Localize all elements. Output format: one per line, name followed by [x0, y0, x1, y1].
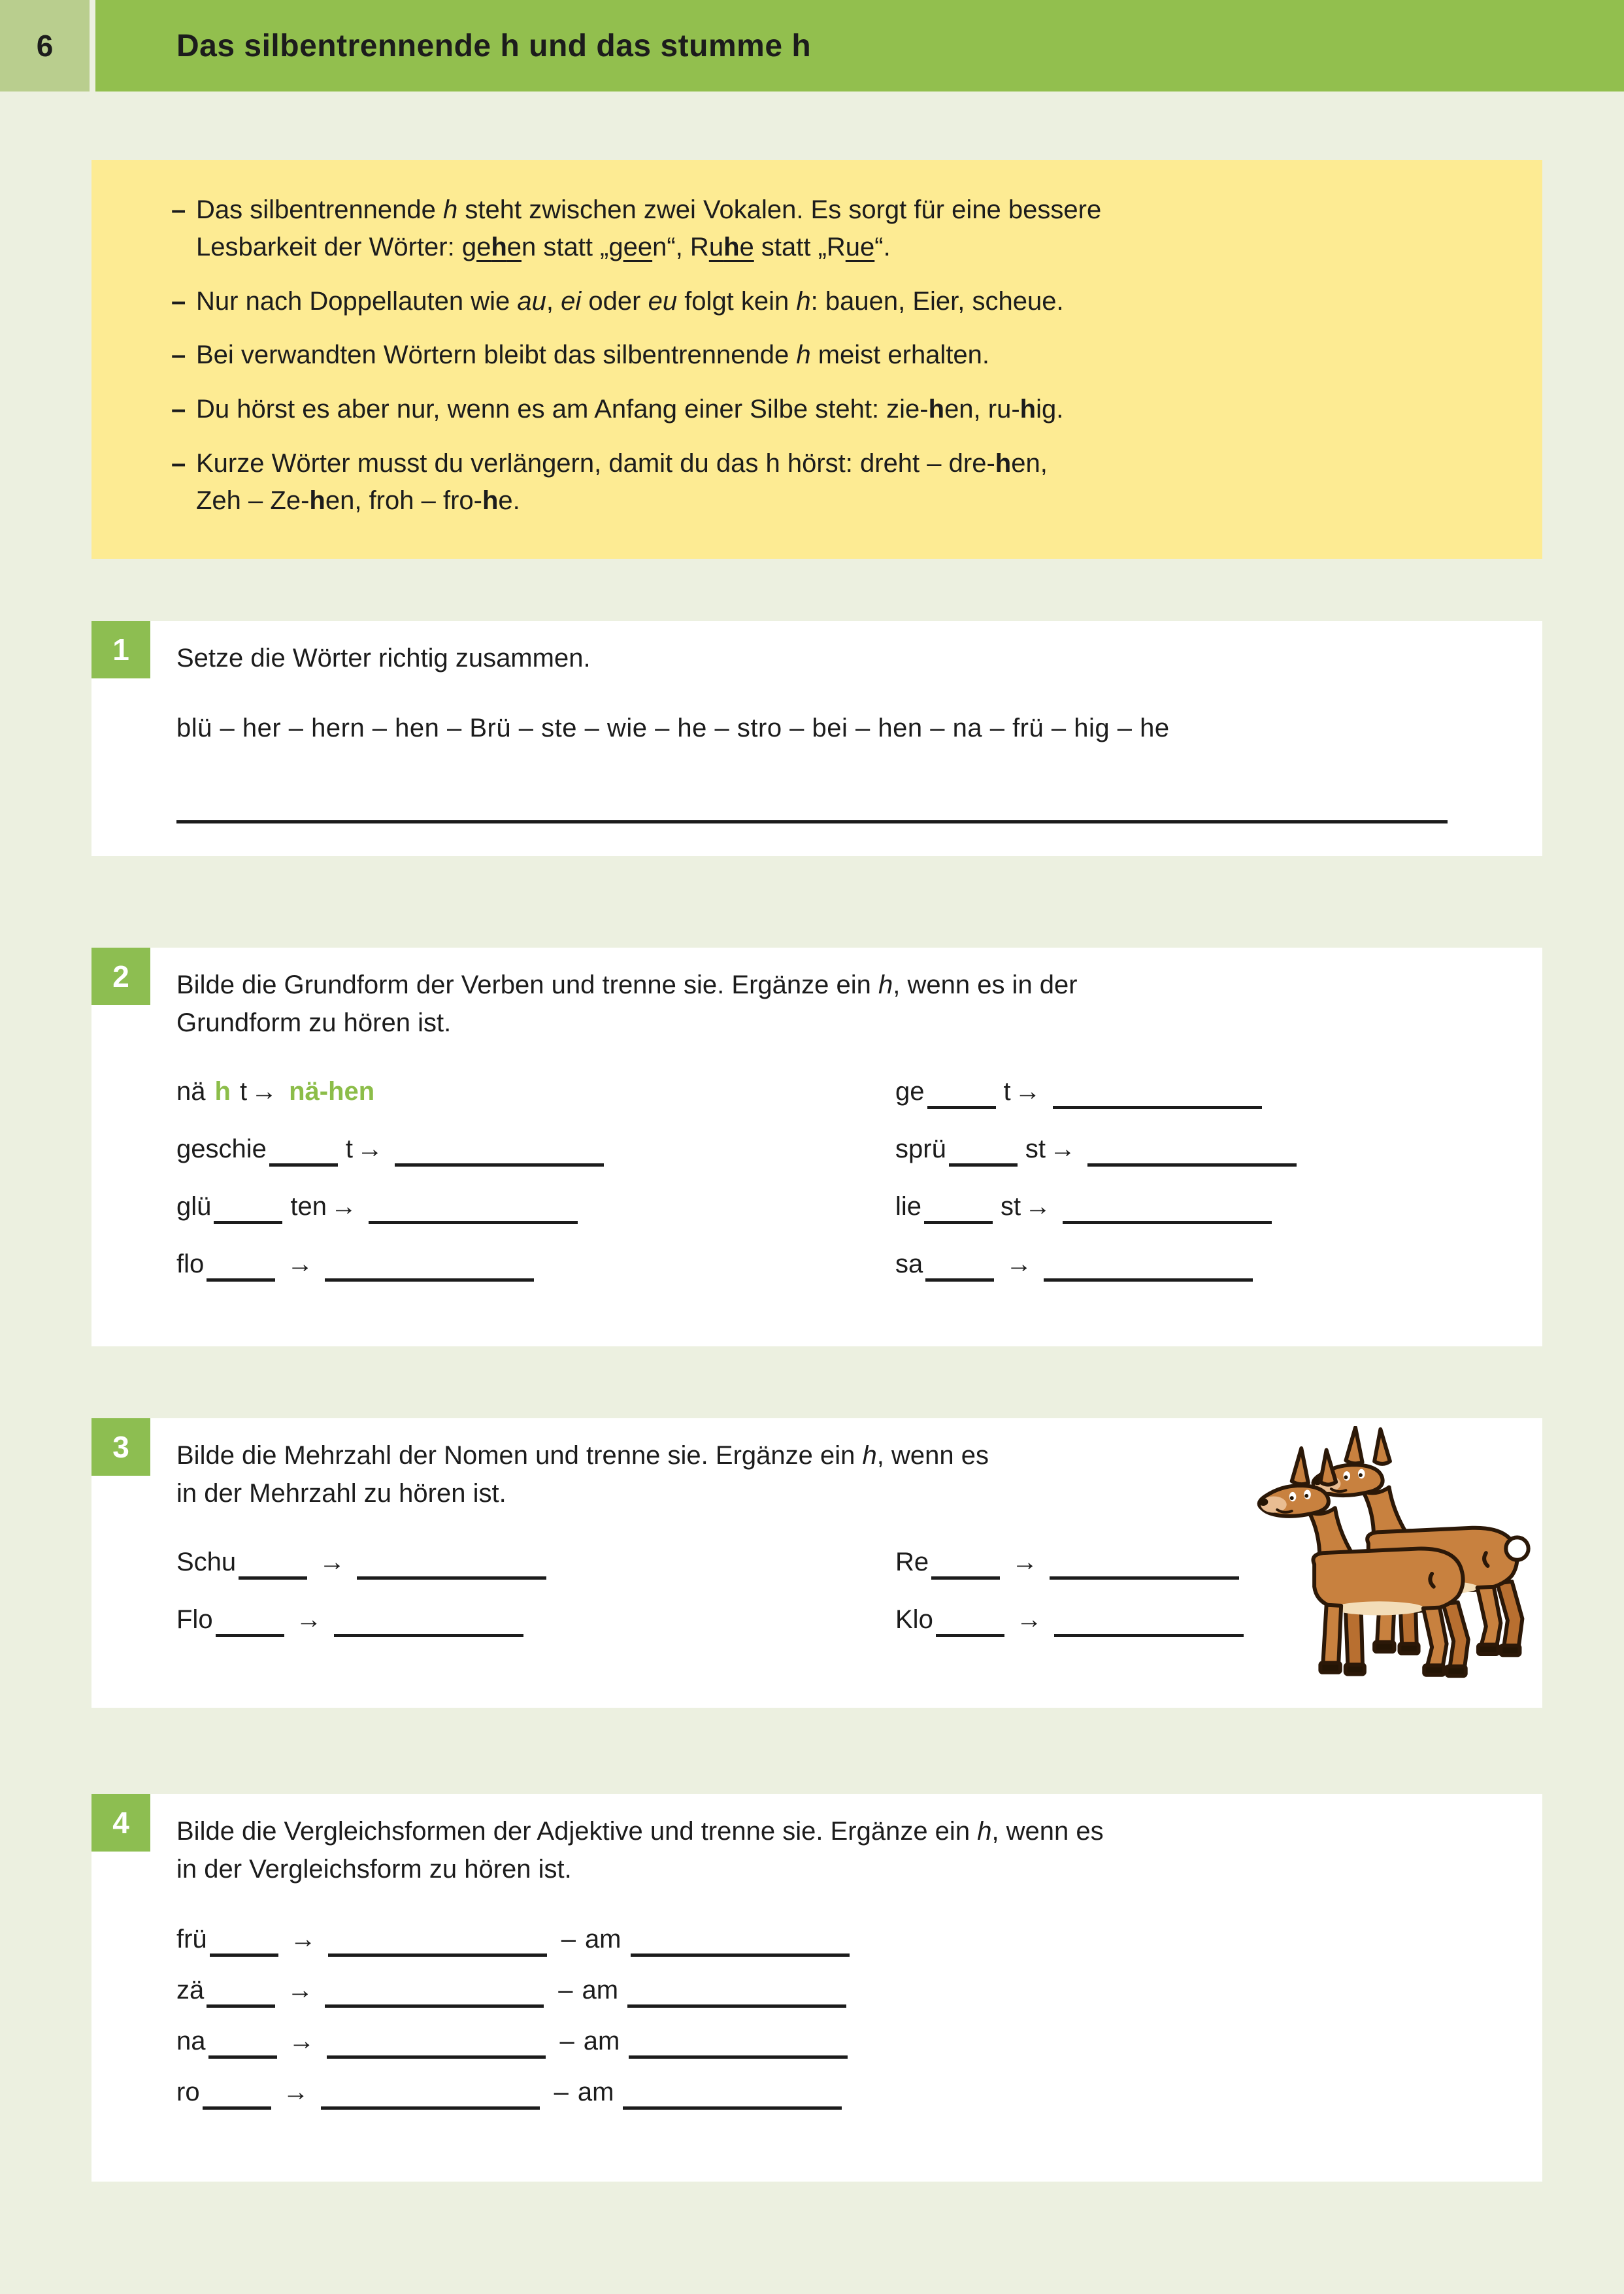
letter-blank [203, 2106, 271, 2110]
item-stem: glü [176, 1192, 212, 1221]
bullet-dash: – [171, 286, 186, 316]
verb-fill-item [895, 1188, 1503, 1225]
exercise-1-instruction: Setze die Wörter richtig zusammen. [176, 644, 591, 673]
comparative-blank [325, 2004, 544, 2008]
exercise-4-instruction: Bilde die Vergleichsformen der Adjektive und trenne sie. Ergänze ein h, wenn es in der Vergleichsform zu hören ist. [176, 1817, 1104, 1884]
example-item [176, 1073, 895, 1110]
item-stem: frü [176, 1925, 207, 1953]
item-stem: zä [176, 1976, 205, 2004]
comparative-blank [327, 2055, 546, 2059]
chapter-header-bar [95, 0, 1624, 91]
item-stem: ge [895, 1077, 925, 1106]
dash-separator: – [558, 1976, 573, 2004]
letter-blank [239, 1576, 307, 1580]
exercise-2-instruction: Bilde die Grundform der Verben und trenne sie. Ergänze ein h, wenn es in der Grundform zu hören ist. [176, 971, 1078, 1037]
arrow-icon: → [1025, 1192, 1052, 1221]
rule-bullet [171, 191, 1470, 266]
comparative-blank [321, 2106, 540, 2110]
rule-bullet [171, 283, 1470, 320]
item-stem: Re [895, 1548, 929, 1576]
am-label: am [583, 2027, 620, 2055]
item-suffix: ten [290, 1192, 327, 1221]
exercise-number: 2 [112, 959, 129, 993]
arrow-icon: → [319, 1548, 346, 1576]
example-answer: nä-hen [289, 1077, 375, 1106]
deer-illustration [1236, 1426, 1531, 1682]
arrow-icon: → [331, 1192, 357, 1221]
superlative-blank [623, 2106, 842, 2110]
arrow-icon: → [288, 2027, 315, 2055]
letter-blank [931, 1576, 1000, 1580]
answer-blank [357, 1576, 546, 1580]
rule-text: Kurze Wörter musst du verlängern, damit du das h hörst: dreht – dre-hen, Zeh – Ze-hen, froh – fro-he. [196, 448, 1048, 515]
rule-bullet [171, 337, 1470, 374]
item-stem: na [176, 2027, 206, 2055]
item-stem: flo [176, 1250, 205, 1278]
rule-text: Du hörst es aber nur, wenn es am Anfang einer Silbe steht: zie-hen, ru-hig. [196, 395, 1064, 424]
arrow-icon: → [290, 1925, 316, 1953]
item-stem: sprü [895, 1135, 946, 1163]
letter-blank [207, 1278, 275, 1282]
arrow-icon: → [357, 1135, 383, 1163]
letter-blank [216, 1634, 284, 1637]
letter-blank [936, 1634, 1004, 1637]
letter-blank [927, 1106, 996, 1109]
item-stem: Klo [895, 1605, 933, 1634]
rule-text: Nur nach Doppellauten wie au, ei oder eu folgt kein h: bauen, Eier, scheue. [196, 286, 1064, 316]
letter-blank [949, 1163, 1018, 1167]
exercise-2-number-badge [91, 948, 150, 1005]
rule-text: Das silbentrennende h steht zwischen zwei Vokalen. Es sorgt für eine bessere Lesbarkeit der Wörter: gehen statt „geen“, Ruhe statt „Rue“. [196, 195, 1102, 261]
page-number-tab [0, 0, 90, 91]
adjective-fill-item [176, 2074, 1503, 2110]
answer-blank [334, 1634, 523, 1637]
rule-bullet [171, 391, 1470, 428]
page-title: Das silbentrennende h und das stumme h [176, 28, 812, 63]
answer-blank [1053, 1106, 1262, 1109]
two-deer-drawing [1236, 1426, 1531, 1680]
exercise-1-number-badge [91, 621, 150, 678]
bullet-dash: – [171, 395, 186, 424]
exercise-4-number-badge [91, 1794, 150, 1852]
item-stem: nä [176, 1077, 206, 1106]
item-suffix: t [345, 1135, 353, 1163]
dash-separator: – [559, 2027, 574, 2055]
answer-blank [369, 1221, 578, 1224]
exercise-number: 1 [112, 633, 129, 667]
adjective-fill-item [176, 2023, 1503, 2059]
exercise-3-instruction: Bilde die Mehrzahl der Nomen und trenne sie. Ergänze ein h, wenn es in der Mehrzahl zu hören ist. [176, 1441, 989, 1508]
verb-fill-item [176, 1131, 895, 1167]
noun-fill-item [176, 1544, 895, 1580]
exercise-number: 4 [112, 1806, 129, 1840]
arrow-icon: → [1016, 1605, 1042, 1634]
comparative-blank [328, 1953, 547, 1957]
answer-blank [1087, 1163, 1297, 1167]
item-stem: Flo [176, 1605, 213, 1634]
bullet-dash: – [171, 341, 186, 370]
page-header [0, 0, 1624, 91]
am-label: am [577, 2078, 614, 2106]
rules-info-box [91, 160, 1542, 559]
letter-blank [924, 1221, 993, 1224]
dash-separator: – [554, 2078, 569, 2106]
exercise-2-box [91, 948, 1542, 1346]
answer-blank [395, 1163, 604, 1167]
arrow-icon: → [251, 1077, 278, 1106]
adjective-fill-item [176, 1972, 1503, 2008]
am-label: am [582, 1976, 619, 2004]
item-stem: Schu [176, 1548, 237, 1576]
answer-blank [1063, 1221, 1272, 1224]
item-stem: lie [895, 1192, 922, 1221]
verb-fill-item [895, 1131, 1503, 1167]
noun-fill-item [176, 1601, 895, 1638]
superlative-blank [631, 1953, 850, 1957]
adjective-fill-item [176, 1921, 1503, 1957]
exercise-3-box [91, 1418, 1542, 1708]
item-stem: geschie [176, 1135, 267, 1163]
letter-blank [207, 2004, 275, 2008]
exercise-number: 3 [112, 1430, 129, 1464]
item-suffix: t [1003, 1077, 1011, 1106]
answer-blank [325, 1278, 534, 1282]
arrow-icon: → [282, 2078, 309, 2106]
item-stem: ro [176, 2078, 200, 2106]
arrow-icon: → [1014, 1077, 1041, 1106]
exercise-1-box [91, 621, 1542, 856]
arrow-icon: → [1012, 1548, 1038, 1576]
word-bank: blü – her – hern – hen – Brü – ste – wie – he – stro – bei – hen – na – frü – hig – he [176, 714, 1170, 742]
answer-blank [1044, 1278, 1253, 1282]
verb-fill-item [895, 1246, 1503, 1282]
arrow-icon: → [1006, 1250, 1033, 1278]
writing-line [176, 820, 1448, 823]
letter-blank [210, 1953, 278, 1957]
rule-text: Bei verwandten Wörtern bleibt das silbentrennende h meist erhalten. [196, 341, 990, 370]
verb-fill-item [895, 1073, 1503, 1110]
verb-fill-item [176, 1246, 895, 1282]
letter-blank [214, 1221, 282, 1224]
inserted-h: h [214, 1077, 231, 1106]
arrow-icon: → [1049, 1135, 1076, 1163]
item-stem: sa [895, 1250, 923, 1278]
item-suffix: t [239, 1077, 248, 1106]
exercise-3-number-badge [91, 1418, 150, 1476]
bullet-dash: – [171, 448, 186, 478]
rule-bullet [171, 445, 1470, 520]
page-number: 6 [36, 29, 54, 63]
exercise-4-box [91, 1794, 1542, 2182]
dash-separator: – [561, 1925, 576, 1953]
am-label: am [584, 1925, 621, 1953]
letter-blank [269, 1163, 338, 1167]
superlative-blank [627, 2004, 846, 2008]
verb-fill-item [176, 1188, 895, 1225]
item-suffix: st [1025, 1135, 1046, 1163]
answer-blank [1050, 1576, 1239, 1580]
letter-blank [208, 2055, 277, 2059]
arrow-icon: → [287, 1250, 314, 1278]
item-suffix: st [1001, 1192, 1021, 1221]
arrow-icon: → [295, 1605, 322, 1634]
superlative-blank [629, 2055, 848, 2059]
arrow-icon: → [287, 1976, 314, 2004]
answer-blank [1054, 1634, 1244, 1637]
bullet-dash: – [171, 195, 186, 224]
letter-blank [925, 1278, 994, 1282]
